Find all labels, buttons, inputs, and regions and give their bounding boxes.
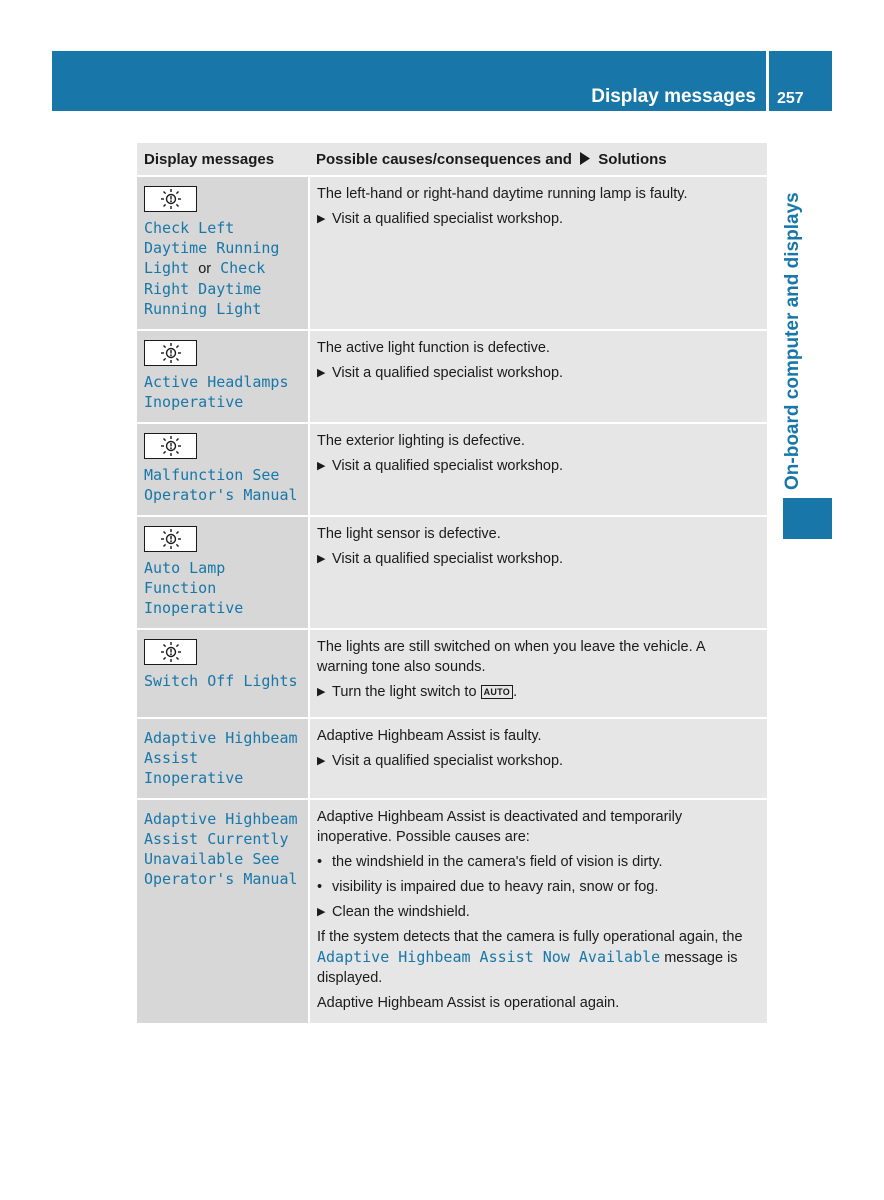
column-header-solutions-suffix: Solutions: [598, 150, 667, 168]
solution-step: [317, 682, 757, 702]
bullet-icon: •: [317, 879, 323, 895]
triangle-right-icon: ▶: [317, 906, 326, 918]
final-text: Adaptive Highbeam Assist is operational again.: [317, 995, 620, 1011]
exterior-lamp-fault-icon: [144, 340, 197, 366]
cause-text: The active light function is defective.: [317, 340, 550, 356]
solution-step: [317, 751, 757, 771]
display-message-left: Check Left Daytime Running Light: [144, 219, 280, 277]
page-number-box: [769, 51, 832, 111]
solution-step-prefix: Turn the light switch to: [332, 684, 477, 700]
message-cell: [137, 423, 309, 516]
exterior-lamp-fault-icon: [144, 526, 197, 552]
page-number: 257: [777, 90, 804, 107]
bullet-icon: •: [317, 854, 323, 870]
triangle-right-icon: ▶: [317, 755, 326, 767]
solution-cell: [309, 799, 767, 1024]
note-prefix: If the system detects that the camera is fully operational again, the: [317, 929, 743, 945]
cause-bullet: [317, 877, 757, 897]
side-tab-label: On-board computer and displays: [782, 192, 803, 490]
note-highlight-message: Adaptive Highbeam Assist Now Available: [317, 948, 661, 966]
column-header-messages: Display messages: [137, 143, 309, 176]
cause-text: The left-hand or right-hand daytime running lamp is faulty.: [317, 186, 688, 202]
exterior-lamp-fault-icon: [144, 186, 197, 212]
solution-step-text: Visit a qualified specialist workshop.: [332, 365, 564, 381]
display-messages-table: [137, 143, 767, 1025]
cause-bullet-text: the windshield in the camera's field of vision is dirty.: [332, 854, 663, 870]
exterior-lamp-fault-icon: [144, 433, 197, 459]
column-header-solutions: [309, 143, 767, 176]
or-label: or: [198, 261, 212, 277]
table-header-row: [137, 143, 767, 176]
auto-switch-icon: AUTO: [481, 685, 514, 699]
message-cell: [137, 718, 309, 799]
solution-step-text: Clean the windshield.: [332, 904, 470, 920]
side-tab-marker: [783, 498, 832, 539]
solution-cell: [309, 176, 767, 330]
display-message: [144, 218, 302, 319]
display-message: Active Headlamps Inoperative: [144, 373, 289, 411]
cause-text: Adaptive Highbeam Assist is deactivated and temporarily inoperative. Possible causes are:: [317, 809, 683, 845]
table-row: [137, 799, 767, 1024]
solution-step-text: Visit a qualified specialist workshop.: [332, 753, 564, 769]
solution-step: [317, 209, 757, 229]
header-bar: [52, 51, 766, 111]
message-cell: [137, 330, 309, 423]
triangle-right-icon: ▶: [317, 367, 326, 379]
message-cell: [137, 799, 309, 1024]
note-suffix: message is displayed.: [317, 950, 738, 986]
table-row: [137, 718, 767, 799]
table-row: [137, 330, 767, 423]
cause-text: The exterior lighting is defective.: [317, 433, 525, 449]
message-cell: [137, 516, 309, 629]
note-text: [317, 927, 757, 988]
solution-step: [317, 902, 757, 922]
cause-bullet: [317, 852, 757, 872]
triangle-right-icon: ▶: [317, 213, 326, 225]
table-row: [137, 629, 767, 718]
cause-text: The lights are still switched on when you leave the vehicle. A warning tone also sounds.: [317, 639, 705, 675]
solution-step-text: Visit a qualified specialist workshop.: [332, 211, 564, 227]
solution-step-suffix: .: [513, 684, 518, 700]
display-message: Malfunction See Operator's Manual: [144, 466, 298, 504]
triangle-right-icon: ▶: [317, 686, 326, 698]
solution-cell: [309, 423, 767, 516]
cause-bullet-text: visibility is impaired due to heavy rain, snow or fog.: [332, 879, 659, 895]
cause-text: Adaptive Highbeam Assist is faulty.: [317, 728, 542, 744]
solution-cell: [309, 330, 767, 423]
triangle-right-icon: [579, 152, 591, 165]
exterior-lamp-fault-icon: [144, 639, 197, 665]
table-row: [137, 176, 767, 330]
solution-step: [317, 549, 757, 569]
column-header-solutions-prefix: Possible causes/consequences and: [316, 150, 572, 168]
table-row: [137, 423, 767, 516]
display-message: Adaptive Highbeam Assist Currently Unavailable See Operator's Manual: [144, 810, 298, 888]
triangle-right-icon: ▶: [317, 553, 326, 565]
display-message: Switch Off Lights: [144, 672, 298, 690]
solution-step-text: [332, 682, 517, 702]
solution-cell: [309, 718, 767, 799]
solution-cell: [309, 516, 767, 629]
display-message: Auto Lamp Function Inoperative: [144, 559, 244, 617]
page-title: Display messages: [591, 86, 756, 107]
triangle-right-icon: ▶: [317, 460, 326, 472]
solution-step: [317, 456, 757, 476]
message-cell: [137, 629, 309, 718]
display-message: Adaptive Highbeam Assist Inoperative: [144, 729, 298, 787]
display-message-right: Check Right Daytime Running Light: [144, 259, 266, 318]
table-row: [137, 516, 767, 629]
solution-step: [317, 363, 757, 383]
cause-text: The light sensor is defective.: [317, 526, 501, 542]
message-cell: [137, 176, 309, 330]
solution-cell: [309, 629, 767, 718]
solution-step-text: Visit a qualified specialist workshop.: [332, 551, 564, 567]
solution-step-text: Visit a qualified specialist workshop.: [332, 458, 564, 474]
